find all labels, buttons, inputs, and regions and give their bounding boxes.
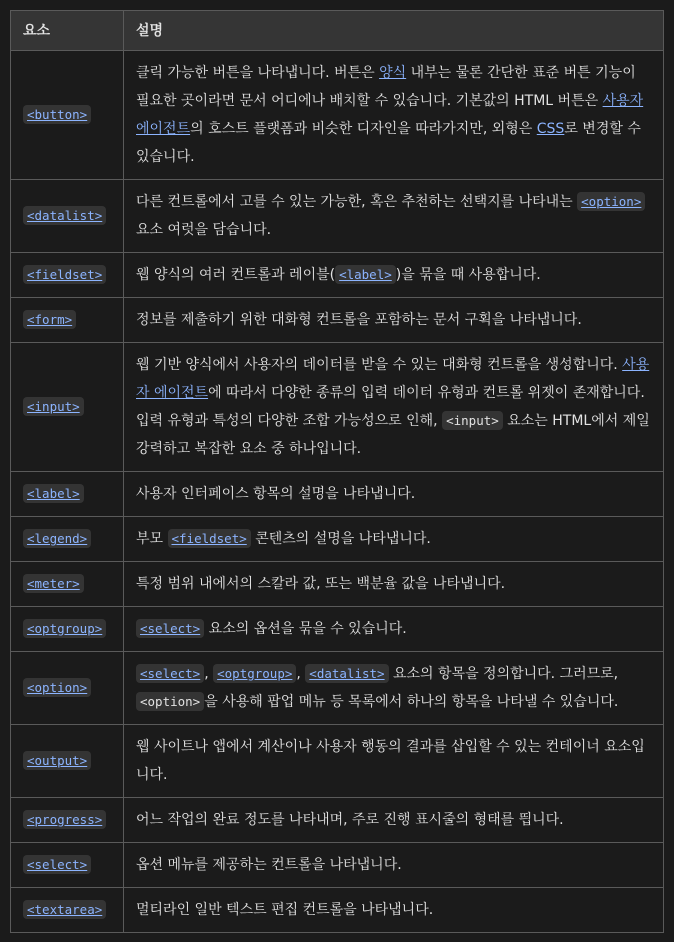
element-reference-link[interactable]: <select> [136, 664, 204, 683]
table-row [11, 888, 664, 933]
table-row [11, 51, 664, 180]
element-cell [11, 472, 124, 517]
description-text: 어느 작업의 완료 정도를 나타내며, 주로 진행 표시줄의 형태를 띕니다. [136, 812, 564, 828]
description-cell [124, 843, 664, 888]
element-cell [11, 298, 124, 343]
element-cell [11, 843, 124, 888]
table-row [11, 472, 664, 517]
description-cell [124, 253, 664, 298]
table-body [11, 51, 664, 933]
description-cell [124, 798, 664, 843]
description-cell [124, 51, 664, 180]
table-row [11, 652, 664, 725]
column-header-element: 요소 [11, 11, 124, 51]
element-reference-link[interactable]: <datalist> [305, 664, 388, 683]
element-link[interactable]: <form> [23, 310, 76, 329]
description-text: 다른 컨트롤에서 고를 수 있는 가능한, 혹은 추천하는 선택지를 나타내는 [136, 194, 578, 210]
description-text: 에 따라서 다양한 종류의 입력 데이터 유형과 컨트롤 위젯이 존재합니다. 입력 유형과 특성의 다양한 조합 가능성으로 인해, [136, 385, 645, 429]
element-reference-link[interactable]: <label> [335, 265, 396, 284]
table-row [11, 180, 664, 253]
element-cell [11, 607, 124, 652]
element-link[interactable]: <meter> [23, 574, 84, 593]
element-cell [11, 652, 124, 725]
element-cell [11, 888, 124, 933]
element-link[interactable]: <optgroup> [23, 619, 106, 638]
description-link[interactable]: 사용자 에이전트 [136, 93, 644, 137]
element-reference-link[interactable]: <option> [577, 192, 645, 211]
inline-code: <option> [136, 692, 204, 711]
description-text: 부모 [136, 531, 168, 547]
description-text: 웹 사이트나 앱에서 계산이나 사용자 행동의 결과를 삽입할 수 있는 컨테이너 요소입니다. [136, 739, 645, 783]
description-link[interactable]: CSS [536, 121, 565, 137]
element-reference-link[interactable]: <fieldset> [168, 529, 251, 548]
element-link[interactable]: <fieldset> [23, 265, 106, 284]
table-row [11, 253, 664, 298]
element-link[interactable]: <label> [23, 484, 84, 503]
description-text: 요소의 옵션을 묶을 수 있습니다. [204, 621, 407, 637]
element-cell [11, 180, 124, 253]
description-text: 옵션 메뉴를 제공하는 컨트롤을 나타냅니다. [136, 857, 402, 873]
element-reference-link[interactable]: <optgroup> [213, 664, 296, 683]
description-text: 내부는 물론 간단한 표준 버튼 기능이 필요한 곳이라면 문서 어디에나 배치할 수 있습니다. 기본값의 HTML 버튼은 [136, 65, 636, 109]
element-cell [11, 253, 124, 298]
form-elements-table [10, 10, 664, 933]
description-text: 사용자 인터페이스 항목의 설명을 나타냅니다. [136, 486, 416, 502]
table-row [11, 607, 664, 652]
element-cell [11, 343, 124, 472]
element-link[interactable]: <textarea> [23, 900, 106, 919]
description-text: 클릭 가능한 버튼을 나타냅니다. 버튼은 [136, 65, 380, 81]
element-link[interactable]: <button> [23, 105, 91, 124]
description-text: , [296, 666, 306, 682]
description-cell [124, 562, 664, 607]
description-cell [124, 517, 664, 562]
description-text: 특정 범위 내에서의 스칼라 값, 또는 백분율 값을 나타냅니다. [136, 576, 506, 592]
inline-code: <input> [442, 411, 503, 430]
description-cell [124, 652, 664, 725]
table-row [11, 562, 664, 607]
element-cell [11, 725, 124, 798]
table-row [11, 725, 664, 798]
element-link[interactable]: <progress> [23, 810, 106, 829]
description-text: 요소는 HTML에서 제일 강력하고 복잡한 요소 중 하나입니다. [136, 413, 650, 457]
element-cell [11, 51, 124, 180]
element-reference-link[interactable]: <select> [136, 619, 204, 638]
description-text: 을 사용해 팝업 메뉴 등 목록에서 하나의 항목을 나타낼 수 있습니다. [204, 694, 619, 710]
element-link[interactable]: <input> [23, 397, 84, 416]
element-link[interactable]: <datalist> [23, 206, 106, 225]
table-row [11, 298, 664, 343]
description-cell [124, 607, 664, 652]
description-text: 멀티라인 일반 텍스트 편집 컨트롤을 나타냅니다. [136, 902, 434, 918]
description-text: 웹 기반 양식에서 사용자의 데이터를 받을 수 있는 대화형 컨트롤을 생성합니다. [136, 357, 623, 373]
description-cell [124, 343, 664, 472]
table-row [11, 843, 664, 888]
table-row [11, 517, 664, 562]
description-text: 요소의 항목을 정의합니다. 그러므로, [388, 666, 619, 682]
description-cell [124, 472, 664, 517]
description-cell [124, 888, 664, 933]
description-text: 의 호스트 플랫폼과 비슷한 디자인을 따라가지만, 외형은 [190, 121, 537, 137]
description-text: 정보를 제출하기 위한 대화형 컨트롤을 포함하는 문서 구획을 나타냅니다. [136, 312, 582, 328]
description-text: 콘텐츠의 설명을 나타냅니다. [250, 531, 431, 547]
element-cell [11, 562, 124, 607]
description-link[interactable]: 양식 [379, 65, 407, 81]
element-link[interactable]: <select> [23, 855, 91, 874]
element-cell [11, 798, 124, 843]
description-text: )을 묶을 때 사용합니다. [395, 267, 541, 283]
element-cell [11, 517, 124, 562]
description-text: 요소 여럿을 담습니다. [136, 222, 272, 238]
description-cell [124, 725, 664, 798]
element-link[interactable]: <option> [23, 678, 91, 697]
table-row [11, 343, 664, 472]
description-text: , [204, 666, 214, 682]
description-cell [124, 180, 664, 253]
column-header-description: 설명 [124, 11, 664, 51]
description-cell [124, 298, 664, 343]
element-link[interactable]: <legend> [23, 529, 91, 548]
element-link[interactable]: <output> [23, 751, 91, 770]
description-text: 로 변경할 수 있습니다. [136, 121, 641, 165]
description-link[interactable]: 사용자 에이전트 [136, 357, 650, 401]
description-text: 웹 양식의 여러 컨트롤과 레이블( [136, 267, 336, 283]
table-row [11, 798, 664, 843]
table-header-row [11, 11, 664, 51]
